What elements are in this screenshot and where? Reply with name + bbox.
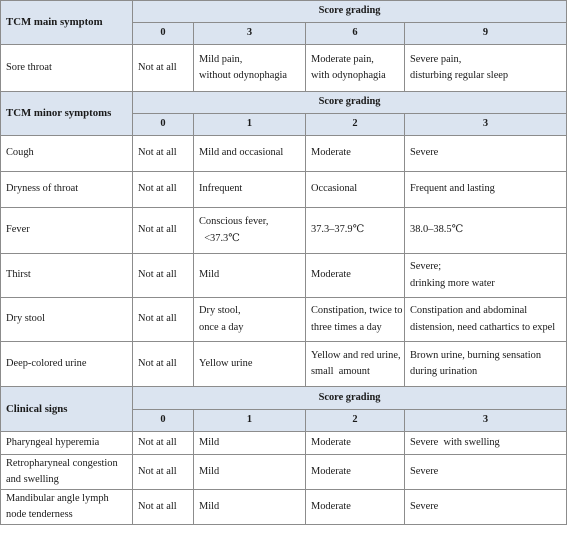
table-row (1, 490, 567, 525)
score-cell: Severe (405, 455, 567, 490)
score-cell: Constipation and abdominal distension, need cathartics to expel (405, 298, 567, 342)
score-cell: Not at all (133, 208, 194, 254)
score-cell: Yellow urine (194, 342, 306, 387)
score-cell: Moderate (306, 490, 405, 525)
score-cell: Mild pain, without odynophagia (194, 45, 306, 92)
table-row (1, 254, 567, 298)
score-cell: 38.0–38.5℃ (405, 208, 567, 254)
score-cell: Not at all (133, 45, 194, 92)
score-cell: Moderate (306, 455, 405, 490)
symptom-name: Dry stool (1, 298, 133, 342)
score-cell: Severe pain, disturbing regular sleep (405, 45, 567, 92)
score-cell: Moderate (306, 136, 405, 172)
score-cell: Mild (194, 254, 306, 298)
score-cell: Not at all (133, 490, 194, 525)
score-cell: Infrequent (194, 172, 306, 208)
score-cell: Moderate (306, 254, 405, 298)
score-header: 2 (306, 410, 405, 432)
score-cell: Occasional (306, 172, 405, 208)
score-cell: Not at all (133, 254, 194, 298)
score-header: 6 (306, 23, 405, 45)
score-header: 0 (133, 114, 194, 136)
score-cell: Severe with swelling (405, 432, 567, 455)
table-row (1, 208, 567, 254)
section-header-row (1, 1, 567, 23)
score-cell: Not at all (133, 136, 194, 172)
score-cell: Moderate pain, with odynophagia (306, 45, 405, 92)
score-grading-label: Score grading (133, 387, 567, 410)
symptom-name: Dryness of throat (1, 172, 133, 208)
score-cell: Severe (405, 136, 567, 172)
sign-name: Pharyngeal hyperemia (1, 432, 133, 455)
score-cell: Mild (194, 432, 306, 455)
table-row (1, 298, 567, 342)
section-header-row (1, 92, 567, 114)
score-header: 1 (194, 114, 306, 136)
score-cell: 37.3–37.9℃ (306, 208, 405, 254)
section-title: TCM main symptom (1, 1, 133, 45)
section-header-row (1, 387, 567, 410)
sign-name: Retropharyneal congestion and swelling (1, 455, 133, 490)
score-grading-label: Score grading (133, 1, 567, 23)
score-cell: Not at all (133, 342, 194, 387)
score-header: 3 (405, 410, 567, 432)
score-cell: Not at all (133, 298, 194, 342)
score-cell: Not at all (133, 455, 194, 490)
score-cell: Severe; drinking more water (405, 254, 567, 298)
symptom-name: Deep-colored urine (1, 342, 133, 387)
score-grading-label: Score grading (133, 92, 567, 114)
section-title: TCM minor symptoms (1, 92, 133, 136)
score-header: 3 (194, 23, 306, 45)
score-cell: Dry stool, once a day (194, 298, 306, 342)
score-cell: Mild (194, 490, 306, 525)
symptom-name: Sore throat (1, 45, 133, 92)
table-row (1, 45, 567, 92)
score-header: 0 (133, 23, 194, 45)
symptom-name: Cough (1, 136, 133, 172)
score-header: 9 (405, 23, 567, 45)
score-cell: Frequent and lasting (405, 172, 567, 208)
score-cell: Mild and occasional (194, 136, 306, 172)
table-row (1, 136, 567, 172)
score-cell: Yellow and red urine, small amount (306, 342, 405, 387)
score-header: 3 (405, 114, 567, 136)
score-header: 0 (133, 410, 194, 432)
section-title: Clinical signs (1, 387, 133, 432)
table-row (1, 455, 567, 490)
score-cell: Constipation, twice to three times a day (306, 298, 405, 342)
score-cell: Severe (405, 490, 567, 525)
table-row (1, 172, 567, 208)
sign-name: Mandibular angle lymph node tenderness (1, 490, 133, 525)
score-header: 2 (306, 114, 405, 136)
score-cell: Not at all (133, 432, 194, 455)
score-header: 1 (194, 410, 306, 432)
score-cell: Brown urine, burning sensation during urination (405, 342, 567, 387)
symptom-name: Fever (1, 208, 133, 254)
score-cell: Mild (194, 455, 306, 490)
score-cell: Conscious fever, <37.3℃ (194, 208, 306, 254)
symptom-name: Thirst (1, 254, 133, 298)
table-row (1, 342, 567, 387)
score-cell: Not at all (133, 172, 194, 208)
table-row (1, 432, 567, 455)
score-cell: Moderate (306, 432, 405, 455)
